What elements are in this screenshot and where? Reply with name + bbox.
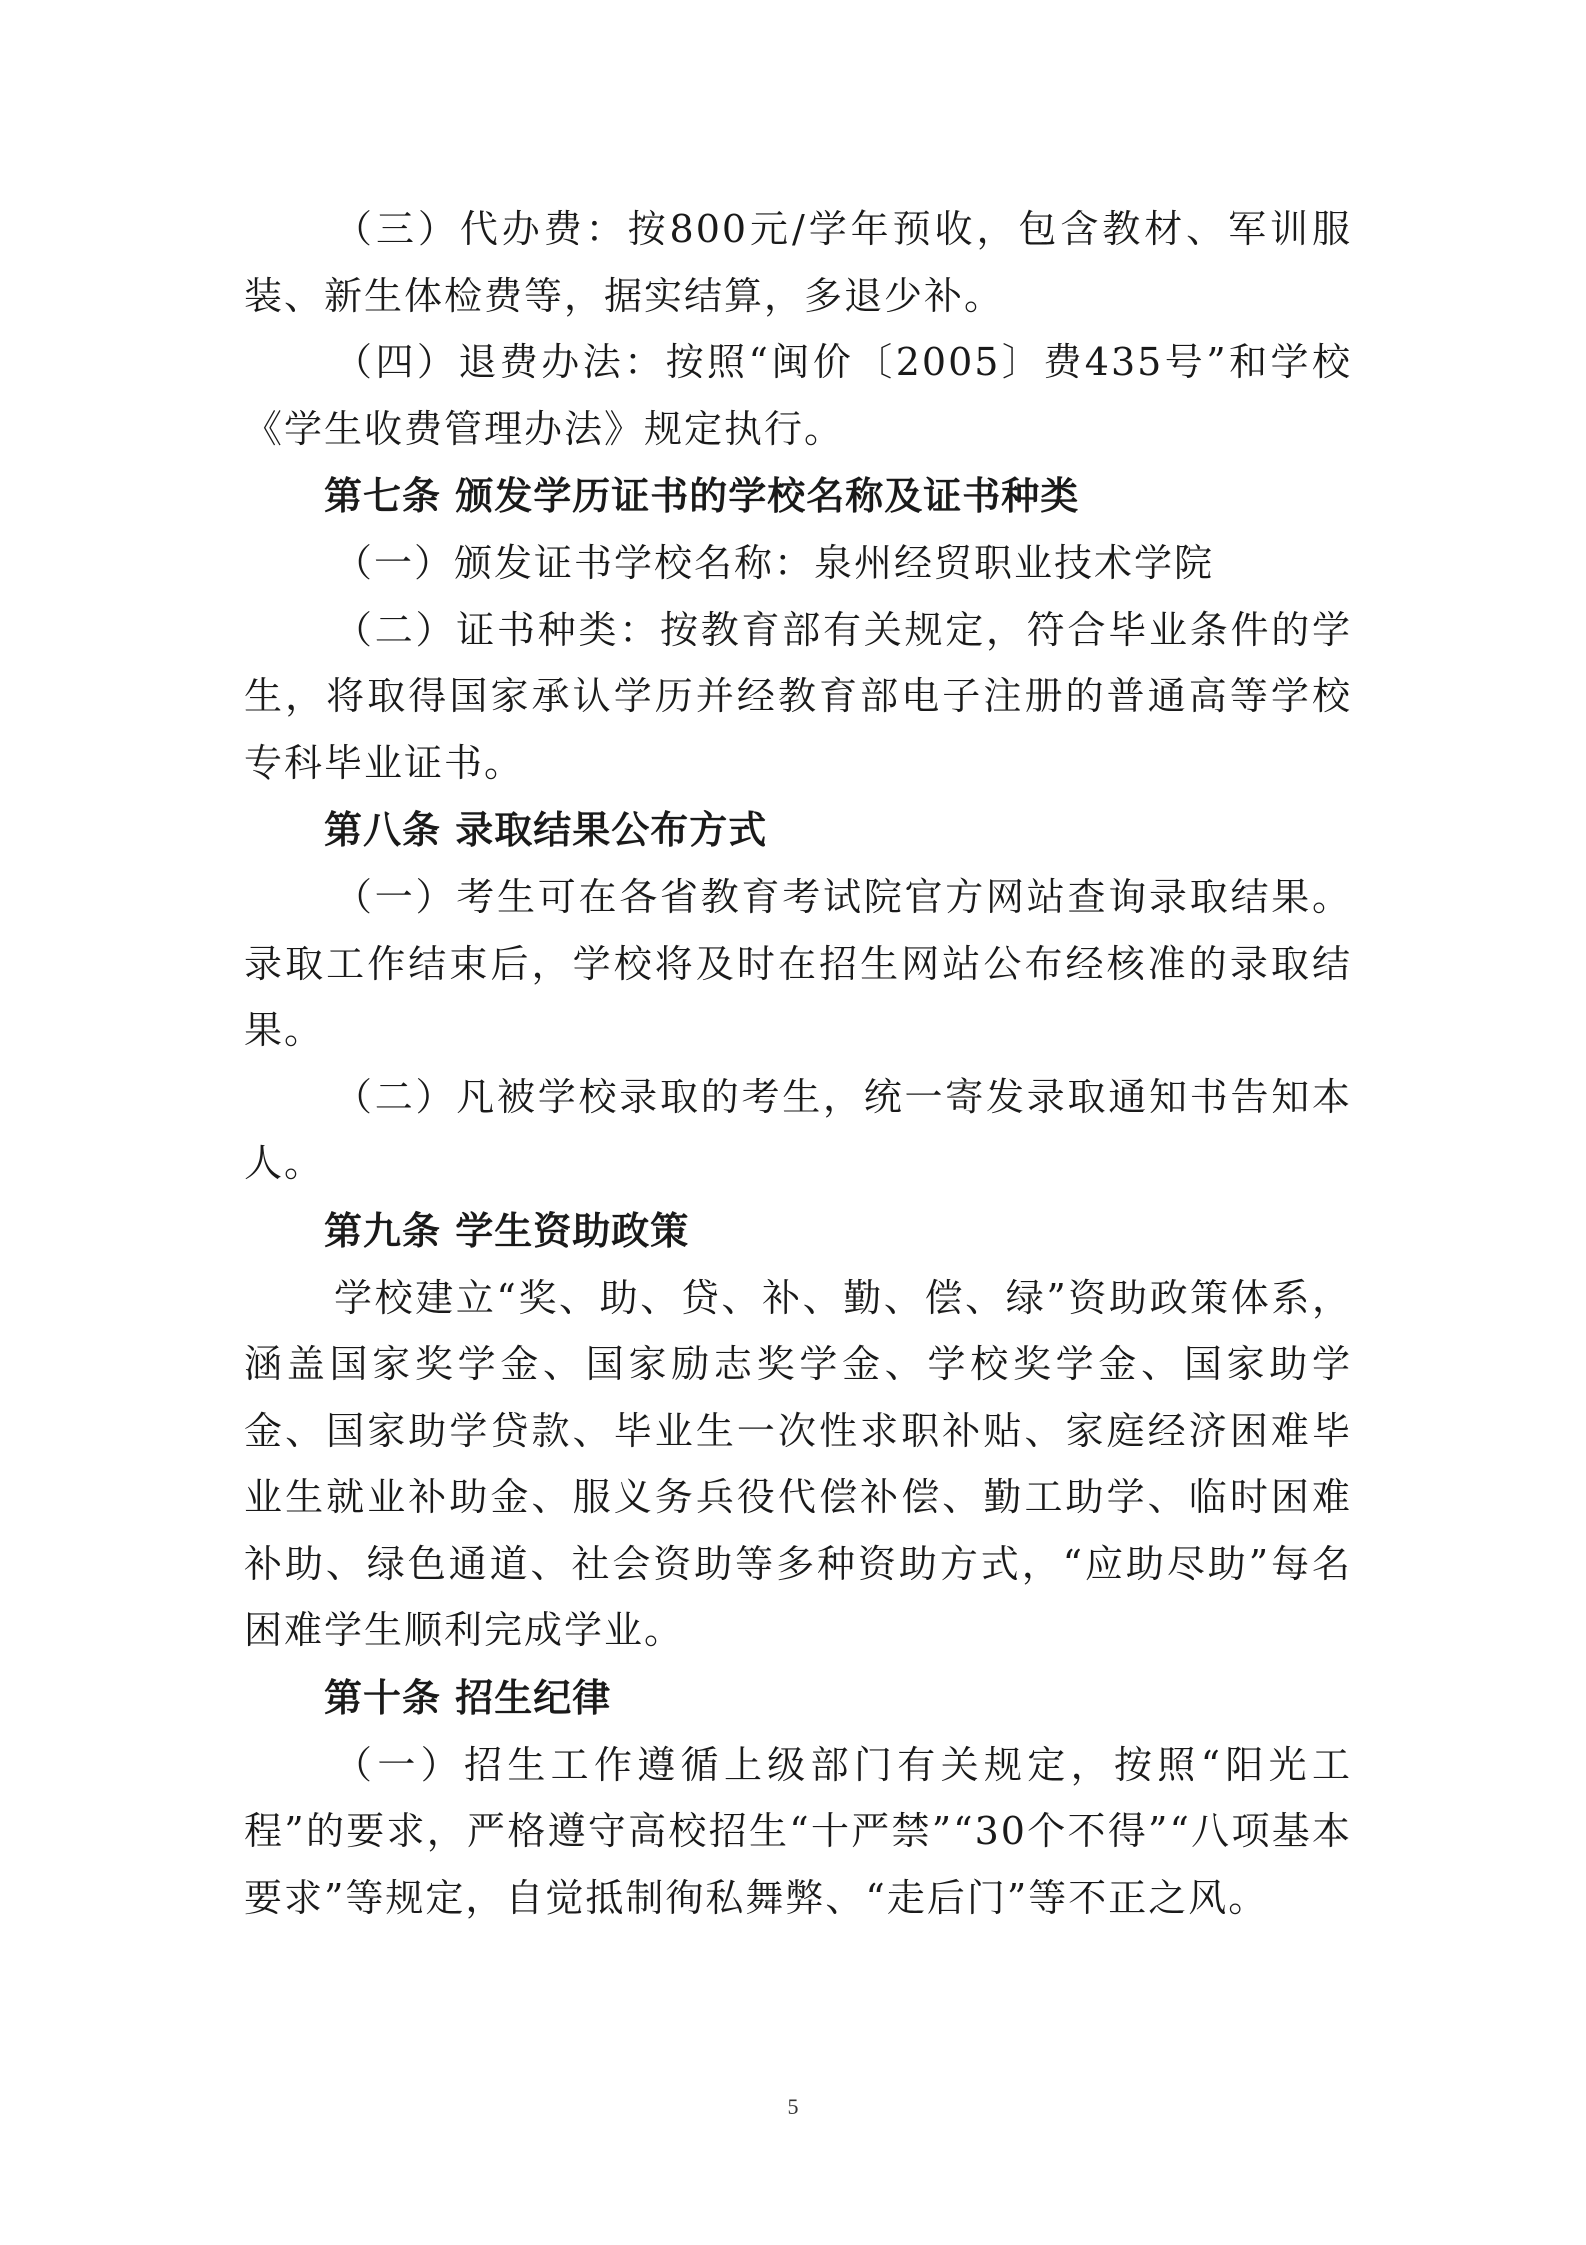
heading-article-8: 第八条 录取结果公布方式 — [324, 808, 768, 852]
paragraph-certificate-school: （一）颁发证书学校名称：泉州经贸职业技术学院 — [334, 541, 1215, 585]
page-number: 5 — [787, 2094, 799, 2119]
paragraph-admission-query: （一）考生可在各省教育考试院官方网站查询录取结果。录取工作结束后，学校将及时在招生网站公布经核准的录取结果。 — [244, 875, 1352, 1052]
paragraph-admission-discipline: （一）招生工作遵循上级部门有关规定，按照“阳光工程”的要求，严格遵守高校招生“十严禁”“30个不得”“八项基本要求”等规定，自觉抵制徇私舞弊、“走后门”等不正之风。 — [244, 1742, 1352, 1920]
heading-article-9: 第九条 学生资助政策 — [324, 1208, 690, 1253]
paragraph-financial-aid: 学校建立“奖、助、贷、补、勤、偿、绿”资助政策体系，涵盖国家奖学金、国家励志奖学金、学校奖学金、国家助学金、国家助学贷款、毕业生一次性求职补贴、家庭经济困难毕业生就业补助金、服义务兵役代偿补偿、勤工助学、临时困难补助、绿色通道、社会资助等多种资助方式，“应助尽助”每名困难学生顺利完成学业。 — [244, 1275, 1352, 1652]
paragraph-admission-notice: （二）凡被学校录取的考生，统一寄发录取通知书告知本人。 — [244, 1074, 1352, 1185]
page-content — [244, 196, 1352, 1931]
paragraph-agency-fee: （三）代办费：按800元/学年预收，包含教材、军训服装、新生体检费等，据实结算，多退少补。 — [244, 207, 1352, 318]
paragraph-certificate-type: （二）证书种类：按教育部有关规定，符合毕业条件的学生，将取得国家承认学历并经教育部电子注册的普通高等学校专科毕业证书。 — [244, 607, 1352, 785]
heading-article-7: 第七条 颁发学历证书的学校名称及证书种类 — [324, 474, 1080, 518]
paragraph-refund-method: （四）退费办法：按照“闽价〔2005〕费435号”和学校《学生收费管理办法》规定执行。 — [244, 340, 1352, 451]
heading-article-10: 第十条 招生纪律 — [324, 1675, 612, 1720]
